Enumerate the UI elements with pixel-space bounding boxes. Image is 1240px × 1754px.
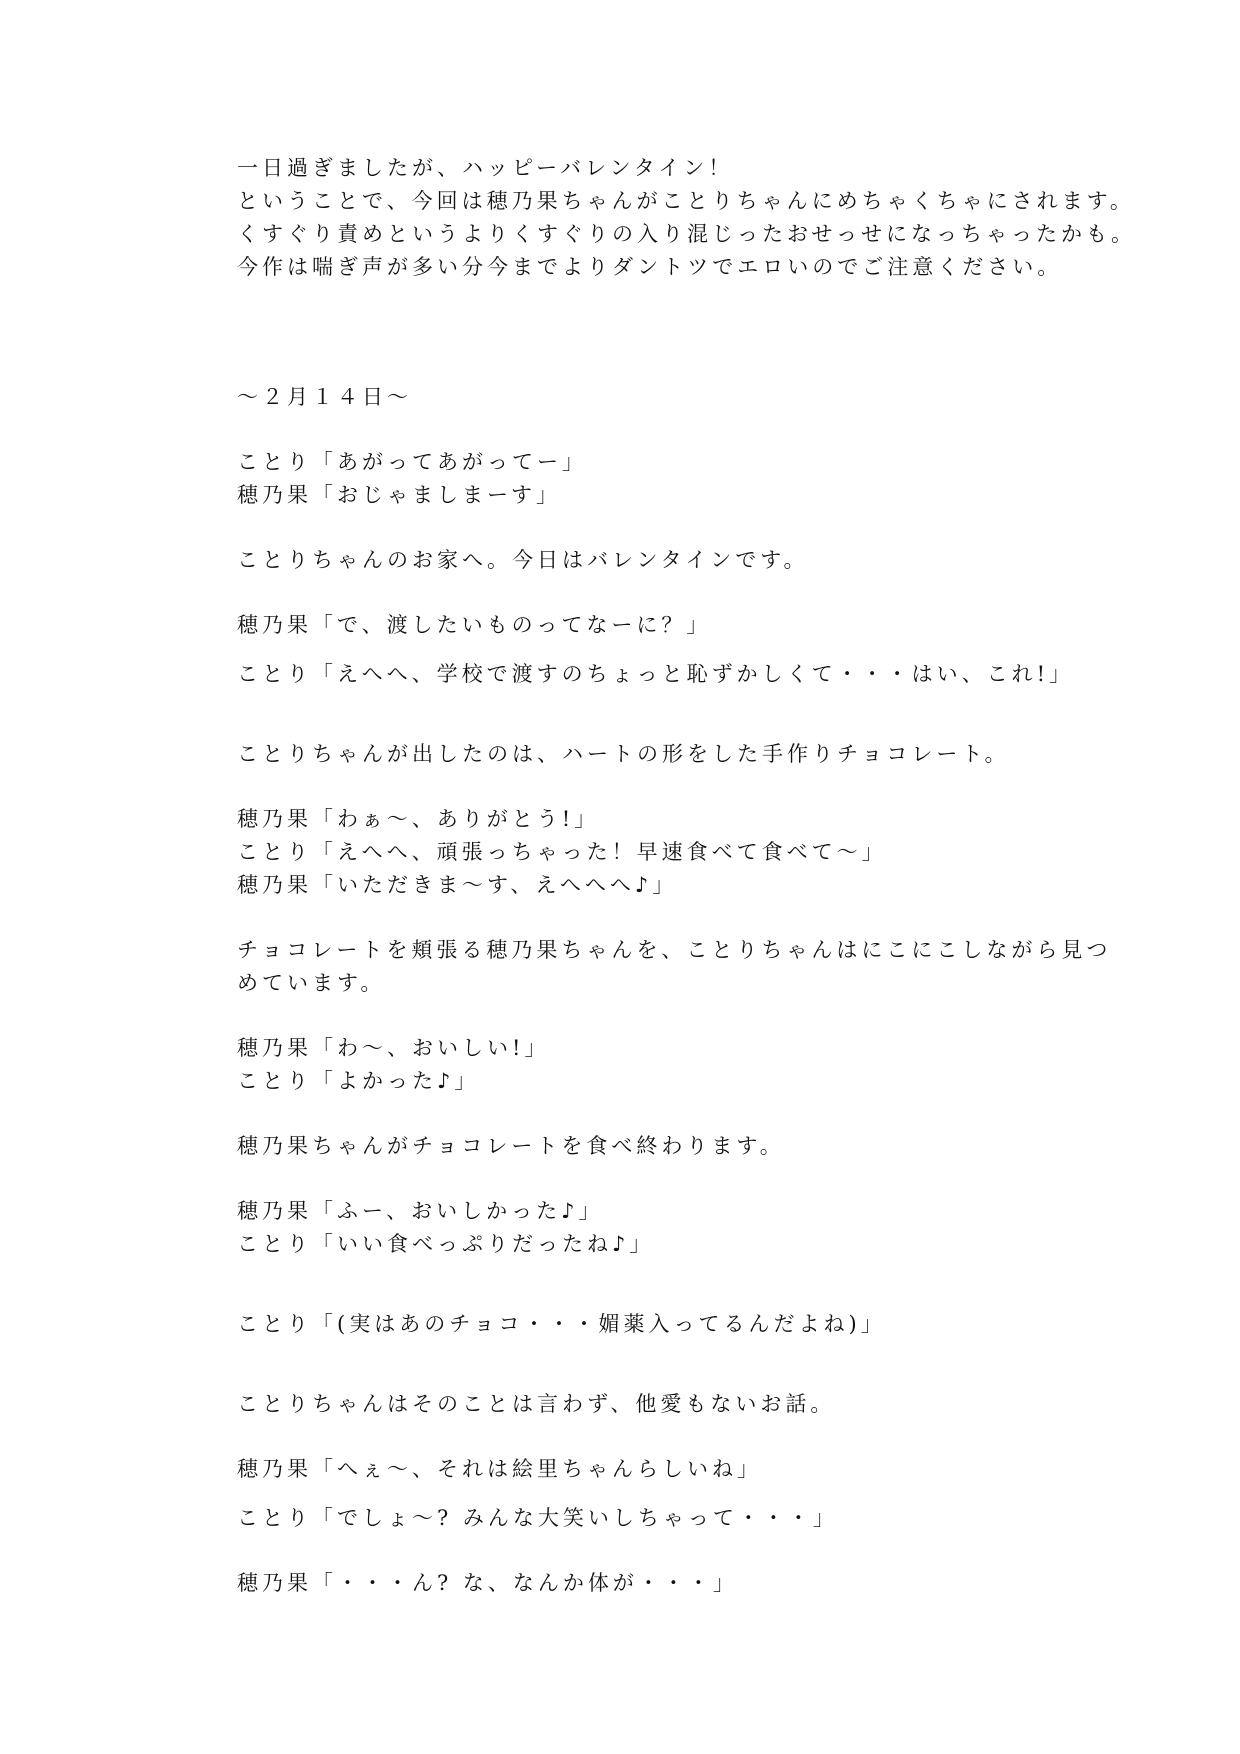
dialogue-line: 穂乃果「ふー、おいしかった♪」 [237, 1199, 604, 1223]
dialogue-line: ことり「えへへ、頑張っちゃった！早速食べて食べて～」 [237, 840, 887, 864]
narration-line: ことりちゃんはそのことは言わず、他愛もないお話。 [237, 1392, 836, 1416]
narration-line: ことりちゃんのお家へ。今日はバレンタインです。 [237, 548, 809, 572]
text-line: くすぐり責めというよりくすぐりの入り混じったおせっせになっちゃったかも。 [237, 222, 1136, 246]
dialogue-line: ことり「えへへ、学校で渡すのちょっと恥ずかしくて・・・はい、これ!」 [237, 662, 1075, 686]
narration-line: 穂乃果ちゃんがチョコレートを食べ終わります。 [237, 1134, 785, 1158]
chapter-heading: ～２月１４日～ [237, 385, 412, 409]
dialogue-line: 穂乃果「・・・ん? な、なんか体が・・・」 [237, 1571, 738, 1595]
dialogue-line: ことり「(実はあのチョコ・・・媚薬入ってるんだよね)」 [237, 1312, 886, 1336]
dialogue-line: ことり「でしょ～? みんな大笑いしちゃって・・・」 [237, 1506, 838, 1530]
dialogue-line: 穂乃果「へぇ～、それは絵里ちゃんらしいね」 [237, 1457, 762, 1481]
dialogue-line: ことり「いい食べっぷりだったね♪」 [237, 1232, 655, 1256]
text-line: 一日過ぎましたが、ハッピーバレンタイン！ [237, 156, 734, 180]
narration-line: チョコレートを頬張る穂乃果ちゃんを、ことりちゃんはにこにこしながら見つ [237, 938, 1112, 962]
dialogue-line: 穂乃果「いただきま～す、えへへへ♪」 [237, 873, 678, 897]
dialogue-line: ことり「よかった♪」 [237, 1069, 480, 1093]
text-line: 今作は喘ぎ声が多い分今までよりダントツでエロいのでご注意ください。 [237, 255, 1063, 279]
dialogue-line: 穂乃果「で、渡したいものってなーに？」 [237, 613, 712, 637]
dialogue-line: 穂乃果「わ～、おいしい!」 [237, 1036, 550, 1060]
dialogue-line: 穂乃果「わぁ～、ありがとう!」 [237, 807, 600, 831]
dialogue-line: 穂乃果「おじゃましまーす」 [237, 483, 561, 507]
narration-line: ことりちゃんが出したのは、ハートの形をした手作りチョコレート。 [237, 742, 1010, 766]
narration-line: めています。 [237, 971, 386, 995]
text-line: ということで、今回は穂乃果ちゃんがことりちゃんにめちゃくちゃにされます。 [237, 189, 1135, 213]
dialogue-line: ことり「あがってあがってー」 [237, 450, 587, 474]
